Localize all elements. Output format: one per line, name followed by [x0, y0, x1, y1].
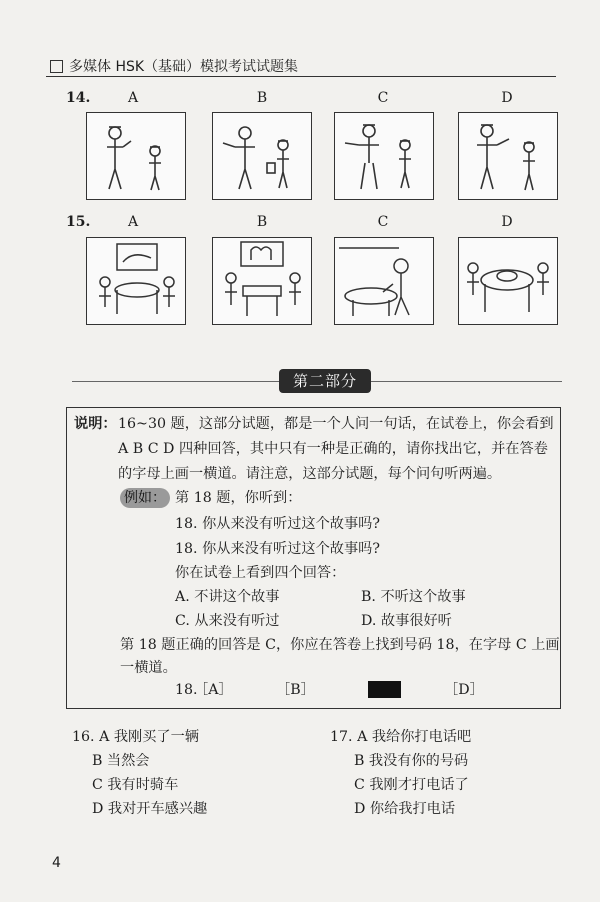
q14-picture-c: [334, 112, 434, 200]
example-explain-2: 一横道。: [120, 660, 177, 676]
instructions-line-3: 的字母上画一横道。请注意，这部分试题，每个问句听两遍。: [118, 466, 502, 482]
q15-picture-d: [458, 237, 558, 325]
q14-option-d-label: D: [501, 90, 513, 106]
example-heard-1: 18. 你从来没有听过这个故事吗?: [175, 516, 380, 532]
q17-option-c: C 我刚才打电话了: [354, 777, 469, 793]
q14-picture-b: [212, 112, 312, 200]
answer-row-number: 18.: [175, 682, 198, 698]
q15-picture-a: [86, 237, 186, 325]
instructions-label: 说明：: [74, 416, 117, 432]
example-intro: 第 18 题，你听到：: [175, 490, 302, 506]
q16-option-c: C 我有时骑车: [92, 777, 179, 793]
instructions-line-1: 16~30 题，这部分试题，都是一个人问一句话，在试卷上，你会看到: [118, 416, 554, 432]
restaurant-illustration-icon: [213, 238, 310, 323]
q14-picture-d: [458, 112, 558, 200]
answer-option-c-marked: [368, 681, 401, 698]
people-illustration-icon: [213, 113, 310, 198]
example-option-b: B. 不听这个故事: [361, 589, 466, 605]
q16-option-d: D 我对开车感兴趣: [92, 801, 208, 817]
example-explain-1: 第 18 题正确的回答是 C，你应在答卷上找到号码 18，在字母 C 上画: [120, 637, 560, 653]
instructions-line-2: A B C D 四种回答，其中只有一种是正确的，请你找出它，并在答卷: [118, 441, 548, 457]
answer-option-b: ［B］: [276, 682, 315, 698]
q16-option-a: 16. A 我刚买了一辆: [72, 729, 199, 745]
q15-picture-b: [212, 237, 312, 325]
q15-option-d-label: D: [501, 214, 513, 230]
header-title: 多媒体 HSK（基础）模拟考试试题集: [69, 59, 299, 75]
restaurant-illustration-icon: [459, 238, 556, 323]
restaurant-illustration-icon: [87, 238, 184, 323]
q16-option-b: B 当然会: [92, 753, 150, 769]
example-heard-2: 18. 你从来没有听过这个故事吗?: [175, 541, 380, 557]
answer-option-d: ［D］: [444, 682, 484, 698]
answer-option-a: ［A］: [194, 682, 233, 698]
q14-option-c-label: C: [377, 90, 389, 106]
q15-option-b-label: B: [256, 214, 268, 230]
page-number: 4: [52, 855, 61, 871]
section-title: 第二部分: [279, 369, 371, 393]
q17-option-b: B 我没有你的号码: [354, 753, 469, 769]
q15-option-c-label: C: [377, 214, 389, 230]
q14-option-b-label: B: [256, 90, 268, 106]
q17-option-d: D 你给我打电话: [354, 801, 456, 817]
question-15-number: 15.: [66, 214, 91, 230]
q14-option-a-label: A: [127, 90, 139, 106]
checkbox-square-icon: [50, 60, 63, 73]
q15-picture-c: [334, 237, 434, 325]
people-illustration-icon: [87, 113, 184, 198]
q15-option-a-label: A: [127, 214, 139, 230]
header-rule: [46, 76, 556, 77]
q14-picture-a: [86, 112, 186, 200]
example-label: 例如：: [120, 488, 170, 508]
example-option-a: A. 不讲这个故事: [175, 589, 280, 605]
example-option-d: D. 故事很好听: [361, 613, 452, 629]
q17-option-a: 17. A 我给你打电话吧: [330, 729, 472, 745]
question-14-number: 14.: [66, 90, 91, 106]
page-header: [50, 56, 298, 76]
example-option-c: C. 从来没有听过: [175, 613, 280, 629]
example-see-four: 你在试卷上看到四个回答：: [175, 565, 346, 581]
people-illustration-icon: [459, 113, 556, 198]
people-illustration-icon: [335, 113, 432, 198]
restaurant-illustration-icon: [335, 238, 432, 323]
